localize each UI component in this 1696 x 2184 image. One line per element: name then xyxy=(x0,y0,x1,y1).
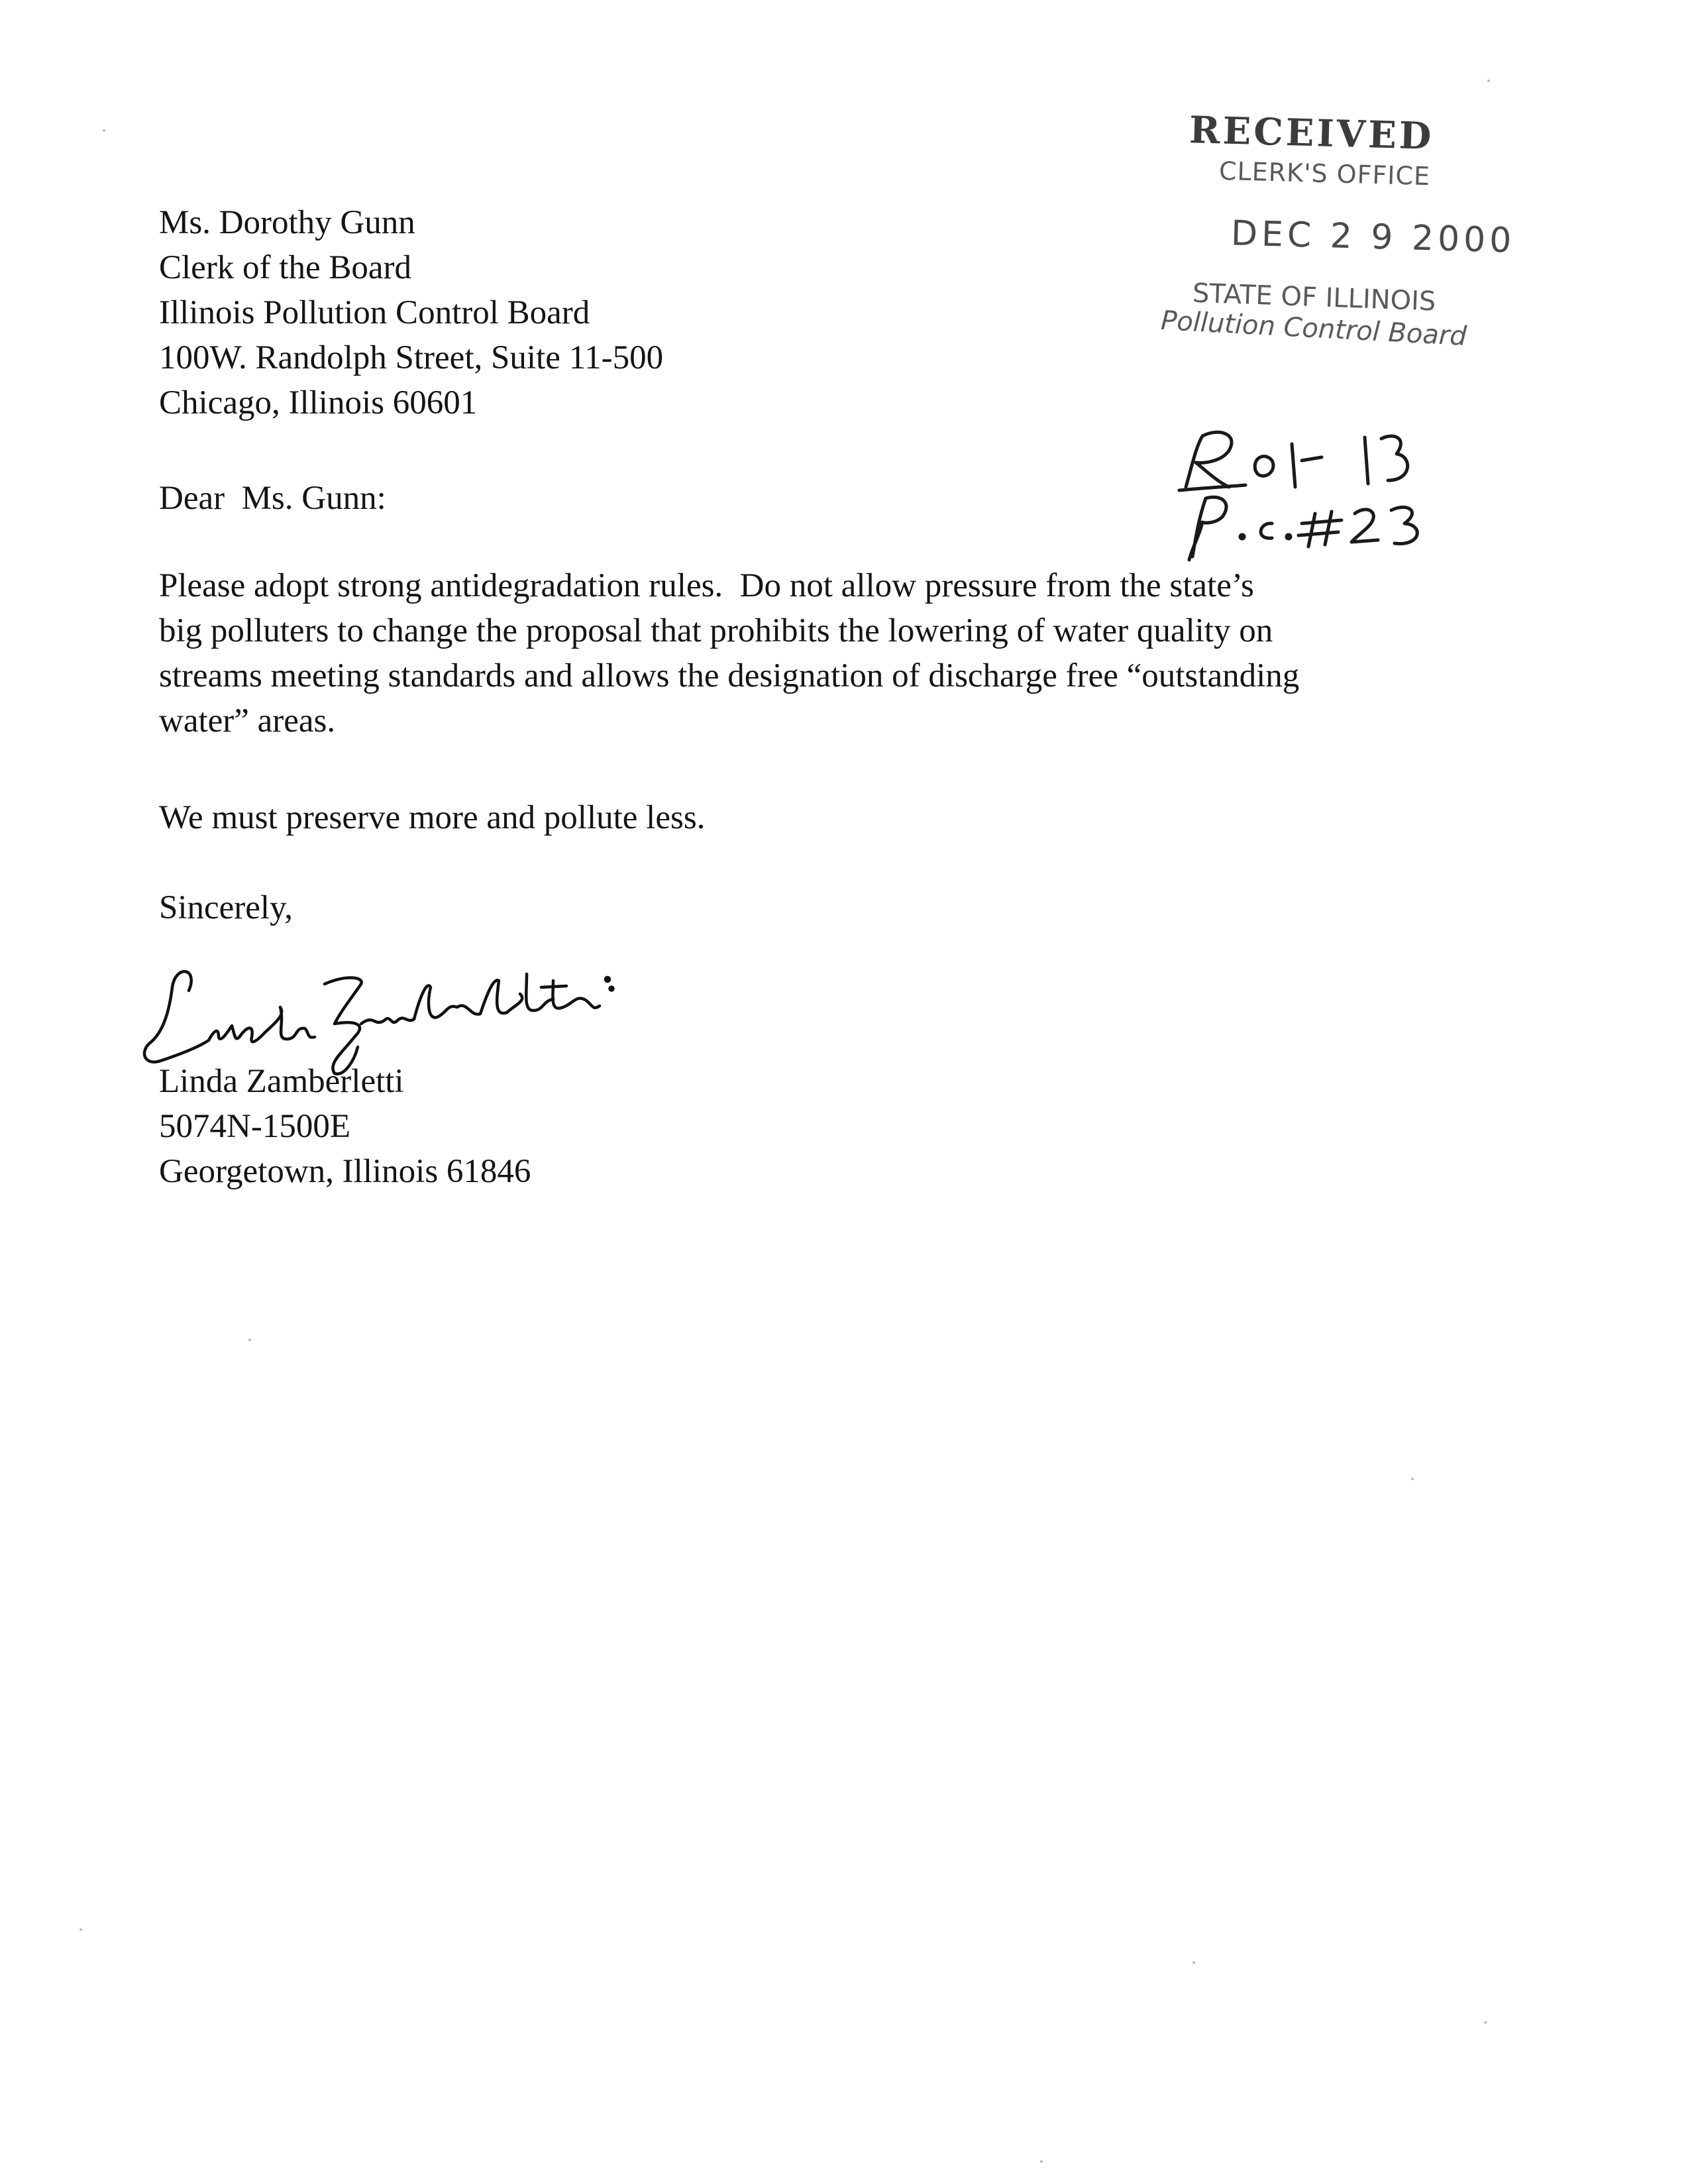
scan-speck xyxy=(103,129,105,132)
stamp-received-label: RECEIVED xyxy=(1189,108,1435,158)
handwritten-docket-note xyxy=(1166,424,1471,563)
salutation: Dear Ms. Gunn: xyxy=(159,480,386,517)
sender-address-line: 5074N-1500E xyxy=(159,1108,350,1145)
sender-city: Georgetown, Illinois 61846 xyxy=(159,1153,531,1190)
sender-name: Linda Zamberletti xyxy=(159,1063,404,1100)
closing-statement: We must preserve more and pollute less. xyxy=(159,799,706,836)
recipient-name: Ms. Dorothy Gunn xyxy=(159,204,415,241)
body-line: big polluters to change the proposal that prohibits the lowering of water quality on xyxy=(159,612,1273,649)
scan-speck xyxy=(80,1928,82,1931)
recipient-street: 100W. Randolph Street, Suite 11-500 xyxy=(159,339,664,376)
body-line: Please adopt strong antidegradation rules. Do not allow pressure from the state’s xyxy=(159,567,1254,604)
recipient-title: Clerk of the Board xyxy=(159,249,411,286)
scan-speck xyxy=(1487,80,1490,82)
received-stamp xyxy=(1126,108,1516,376)
scan-speck xyxy=(1040,2160,1043,2163)
recipient-organization: Illinois Pollution Control Board xyxy=(159,294,590,331)
scan-speck xyxy=(1192,1961,1195,1964)
body-line: water” areas. xyxy=(159,702,336,739)
scan-speck xyxy=(1484,2021,1487,2024)
body-line: streams meeting standards and allows the designation of discharge free “outstanding xyxy=(159,657,1300,694)
stamp-board-label: Pollution Control Board xyxy=(1160,305,1467,353)
scan-speck xyxy=(1411,1478,1414,1480)
stamp-date: DEC 2 9 2000 xyxy=(1230,213,1516,261)
stamp-office-label: CLERK'S OFFICE xyxy=(1218,156,1431,191)
body-paragraph xyxy=(159,563,1537,743)
recipient-address xyxy=(159,200,663,425)
recipient-city: Chicago, Illinois 60601 xyxy=(159,384,478,421)
stamp-state-label: STATE OF ILLINOIS xyxy=(1192,278,1437,317)
scan-speck xyxy=(248,1338,251,1341)
closing: Sincerely, xyxy=(159,889,293,926)
sender-address xyxy=(159,1059,531,1194)
